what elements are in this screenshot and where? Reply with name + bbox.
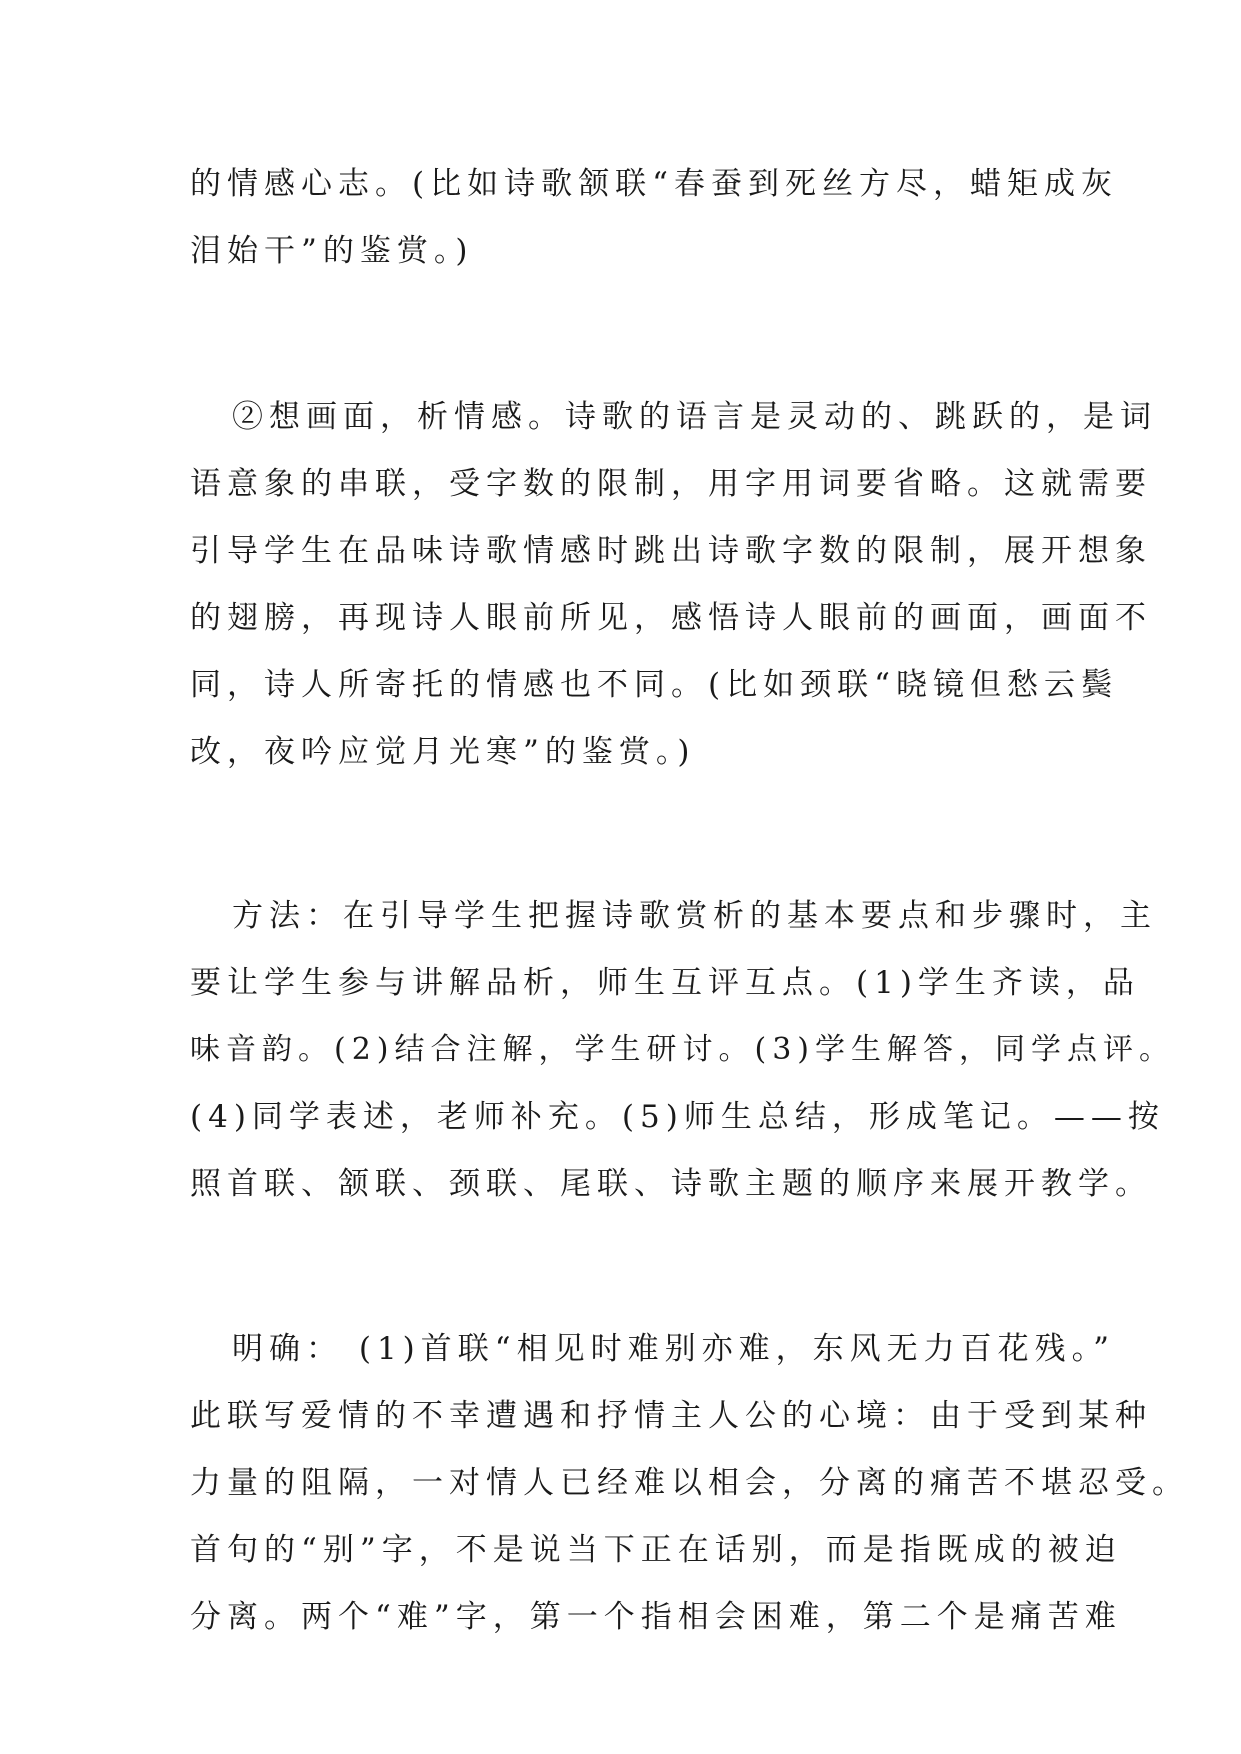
- text-line: 改，夜吟应觉月光寒”的鉴赏。): [190, 734, 696, 770]
- text-line: (4)同学表述，老师补充。(5)师生总结，形成笔记。——按: [190, 1099, 1165, 1135]
- text-line: 分离。两个“难”字，第一个指相会困难，第二个是痛苦难: [190, 1599, 1122, 1635]
- text-line: 引导学生在品味诗歌情感时跳出诗歌字数的限制，展开想象: [190, 533, 1152, 569]
- text-line: 的翅膀，再现诗人眼前所见，感悟诗人眼前的画面，画面不: [190, 600, 1152, 636]
- text-line: 语意象的串联，受字数的限制，用字用词要省略。这就需要: [190, 466, 1152, 502]
- text-line: 的情感心志。(比如诗歌颔联“春蚕到死丝方尽，蜡矩成灰: [190, 166, 1118, 202]
- text-line: ②想画面，析情感。诗歌的语言是灵动的、跳跃的，是词: [232, 399, 1157, 435]
- text-line: 同，诗人所寄托的情感也不同。(比如颈联“晓镜但愁云鬓: [190, 667, 1118, 703]
- text-line: 首句的“别”字，不是说当下正在话别，而是指既成的被迫: [190, 1532, 1122, 1568]
- text-line: 泪始干”的鉴赏。): [190, 233, 474, 269]
- text-line: 明确： (1)首联“相见时难别亦难，东风无力百花残。”: [232, 1331, 1115, 1367]
- text-line: 方法：在引导学生把握诗歌赏析的基本要点和步骤时，主: [232, 898, 1157, 934]
- text-line: 要让学生参与讲解品析，师生互评互点。(1)学生齐读，品: [190, 965, 1140, 1001]
- text-line: 照首联、颔联、颈联、尾联、诗歌主题的顺序来展开教学。: [190, 1166, 1152, 1202]
- text-line: 此联写爱情的不幸遭遇和抒情主人公的心境：由于受到某种: [190, 1398, 1152, 1434]
- text-line: 力量的阻隔，一对情人已经难以相会，分离的痛苦不堪忍受。: [190, 1465, 1189, 1501]
- text-line: 味音韵。(2)结合注解，学生研讨。(3)学生解答，同学点评。: [190, 1032, 1175, 1067]
